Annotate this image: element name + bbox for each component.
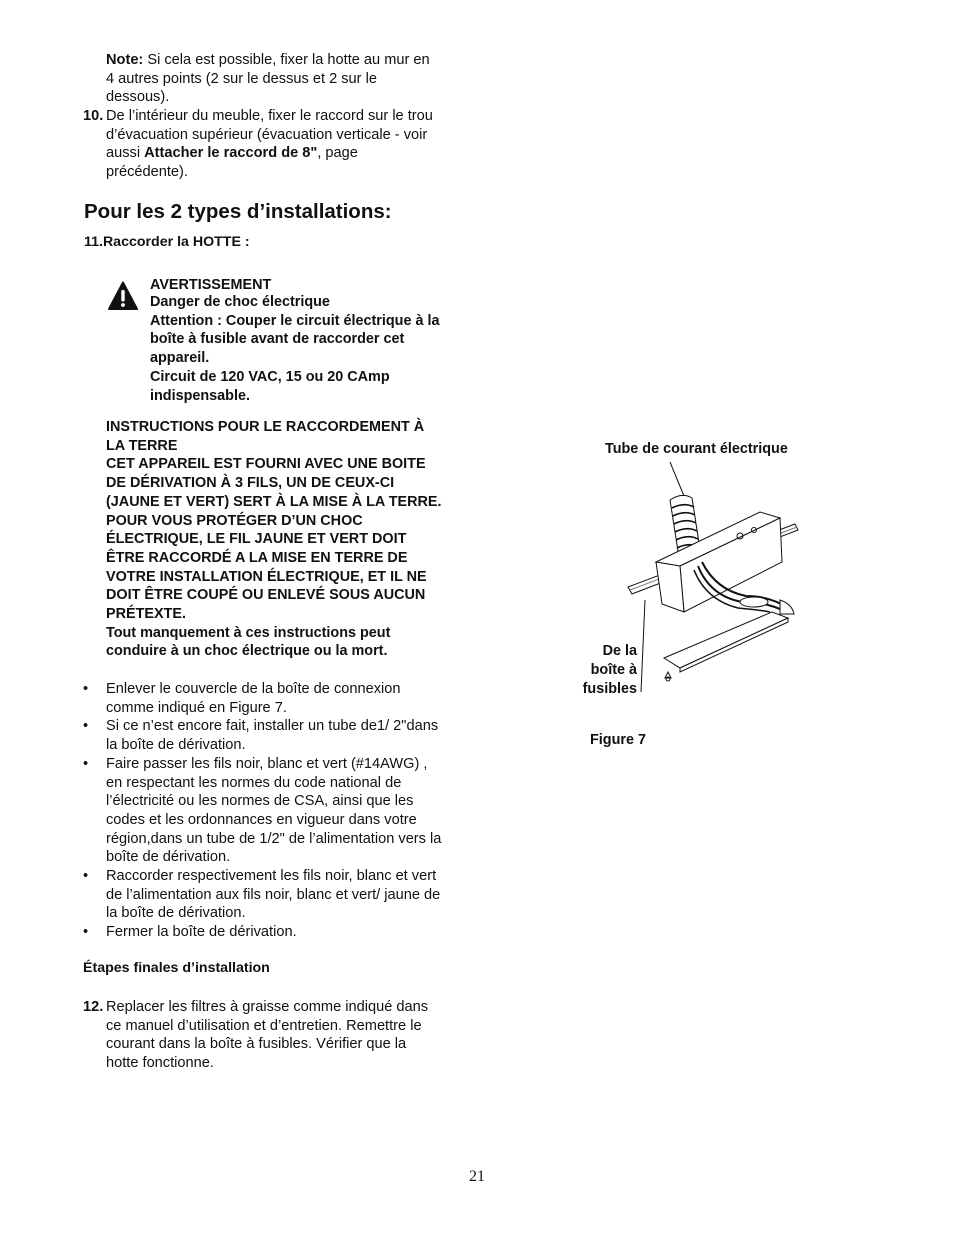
figure-label-tube: Tube de courant électrique bbox=[605, 441, 788, 457]
section-heading: Pour les 2 types d’installations: bbox=[84, 200, 392, 223]
step-10-text-after: , page précédente). bbox=[106, 145, 358, 181]
warning-block bbox=[150, 277, 450, 405]
step-10-ref: Attacher le raccord de 8" bbox=[144, 145, 318, 162]
step-12 bbox=[83, 998, 443, 1073]
junction-box-illustration bbox=[620, 462, 800, 694]
list-item bbox=[83, 867, 443, 923]
fuse-box-leader-line bbox=[641, 600, 645, 692]
grounding-body: CET APPAREIL EST FOURNI AVEC UNE BOITE DE DÉRIVATION À 3 FILS, UN DE CEUX-CI (JAUNE ET VERT) SERT À LA MISE À LA TERRE. POUR VOUS PROTÉGER D’UN CHOC ÉLECTRIQUE, LE FIL JAUNE ET VERT DOIT ÊTRE RACCORDÉ A LA MISE EN TERRE DE VOTRE INSTALLATION ÉLECTRIQUE, ET IL NE DOIT ÊTRE COUPÉ OU ENLEVÉ SOUS AUCUN PRÉTEXTE. bbox=[106, 456, 442, 623]
warning-line: Circuit de 120 VAC, 15 ou 20 CAmp indispensable. bbox=[150, 368, 390, 404]
bullet-marker: • bbox=[83, 868, 89, 885]
note-label: Note: bbox=[106, 52, 144, 68]
note-paragraph bbox=[106, 51, 441, 107]
list-item bbox=[83, 680, 443, 717]
step-10-text: De l’intérieur du meuble, fixer le raccord sur le trou d’évacuation supérieur (évacuation verticale - voir aussi bbox=[106, 108, 433, 162]
warning-icon bbox=[108, 281, 138, 311]
step-12-text: Replacer les filtres à graisse comme indiqué dans ce manuel d’utilisation et d’entretien. Remettre le courant dans la boîte à fusibles. Vérifier que la hotte fonctionne. bbox=[106, 999, 429, 1072]
list-item-text: Faire passer les fils noir, blanc et vert (#14AWG) , en respectant les normes du code national de l’électricité ou les normes de CSA, ainsi que les codes et les ordonnances en vigueur dans votre région,dans un tube de 1/2" de l’alimentation vers la boîte de dérivation. bbox=[106, 755, 442, 866]
step-11-heading: 11.Raccorder la HOTTE : bbox=[84, 234, 250, 250]
list-item-text: Raccorder respectivement les fils noir, blanc et vert de l’alimentation aux fils noir, blanc et vert/ jaune de la boîte de dérivation. bbox=[106, 868, 441, 922]
bullet-marker: • bbox=[83, 681, 89, 697]
bullet-marker: • bbox=[83, 924, 89, 941]
step-10 bbox=[83, 107, 443, 182]
note-text: Si cela est possible, fixer la hotte au mur en 4 autres points (2 sur le dessus et 2 sur le dessous). bbox=[106, 52, 430, 106]
fuse-box-label-line: boîte à bbox=[590, 662, 637, 678]
fuse-box-label-line: De la bbox=[602, 643, 637, 659]
step-10-number: 10. bbox=[83, 108, 104, 124]
bullet-list bbox=[83, 680, 443, 942]
grounding-title: INSTRUCTIONS POUR LE RACCORDEMENT À LA TERRE bbox=[106, 419, 425, 454]
page-number: 21 bbox=[469, 1168, 485, 1185]
bullet-marker: • bbox=[83, 755, 89, 772]
list-item-text: Si ce n’est encore fait, installer un tube de1/ 2"dans la boîte de dérivation. bbox=[106, 718, 439, 754]
bullet-marker: • bbox=[83, 718, 89, 735]
step-12-number: 12. bbox=[83, 999, 104, 1015]
list-item bbox=[83, 755, 443, 867]
list-item-text: Enlever le couvercle de la boîte de connexion comme indiqué en Figure 7. bbox=[106, 681, 401, 716]
list-item-text: Fermer la boîte de dérivation. bbox=[106, 924, 297, 941]
warning-line: Danger de choc électrique bbox=[150, 294, 330, 310]
final-steps-heading: Étapes finales d’installation bbox=[83, 960, 270, 976]
list-item bbox=[83, 923, 443, 942]
fuse-box-label-line: fusibles bbox=[582, 681, 637, 697]
grounding-instructions bbox=[106, 418, 446, 661]
figure-caption: Figure 7 bbox=[590, 732, 646, 748]
list-item bbox=[83, 717, 443, 754]
warning-line: Attention : Couper le circuit électrique à la boîte à fusible avant de raccorder cet appareil. bbox=[150, 312, 440, 367]
tube-leader-line bbox=[670, 462, 684, 496]
grounding-footer: Tout manquement à ces instructions peut conduire à un choc électrique ou la mort. bbox=[106, 624, 391, 660]
warning-title: AVERTISSEMENT bbox=[150, 277, 272, 293]
